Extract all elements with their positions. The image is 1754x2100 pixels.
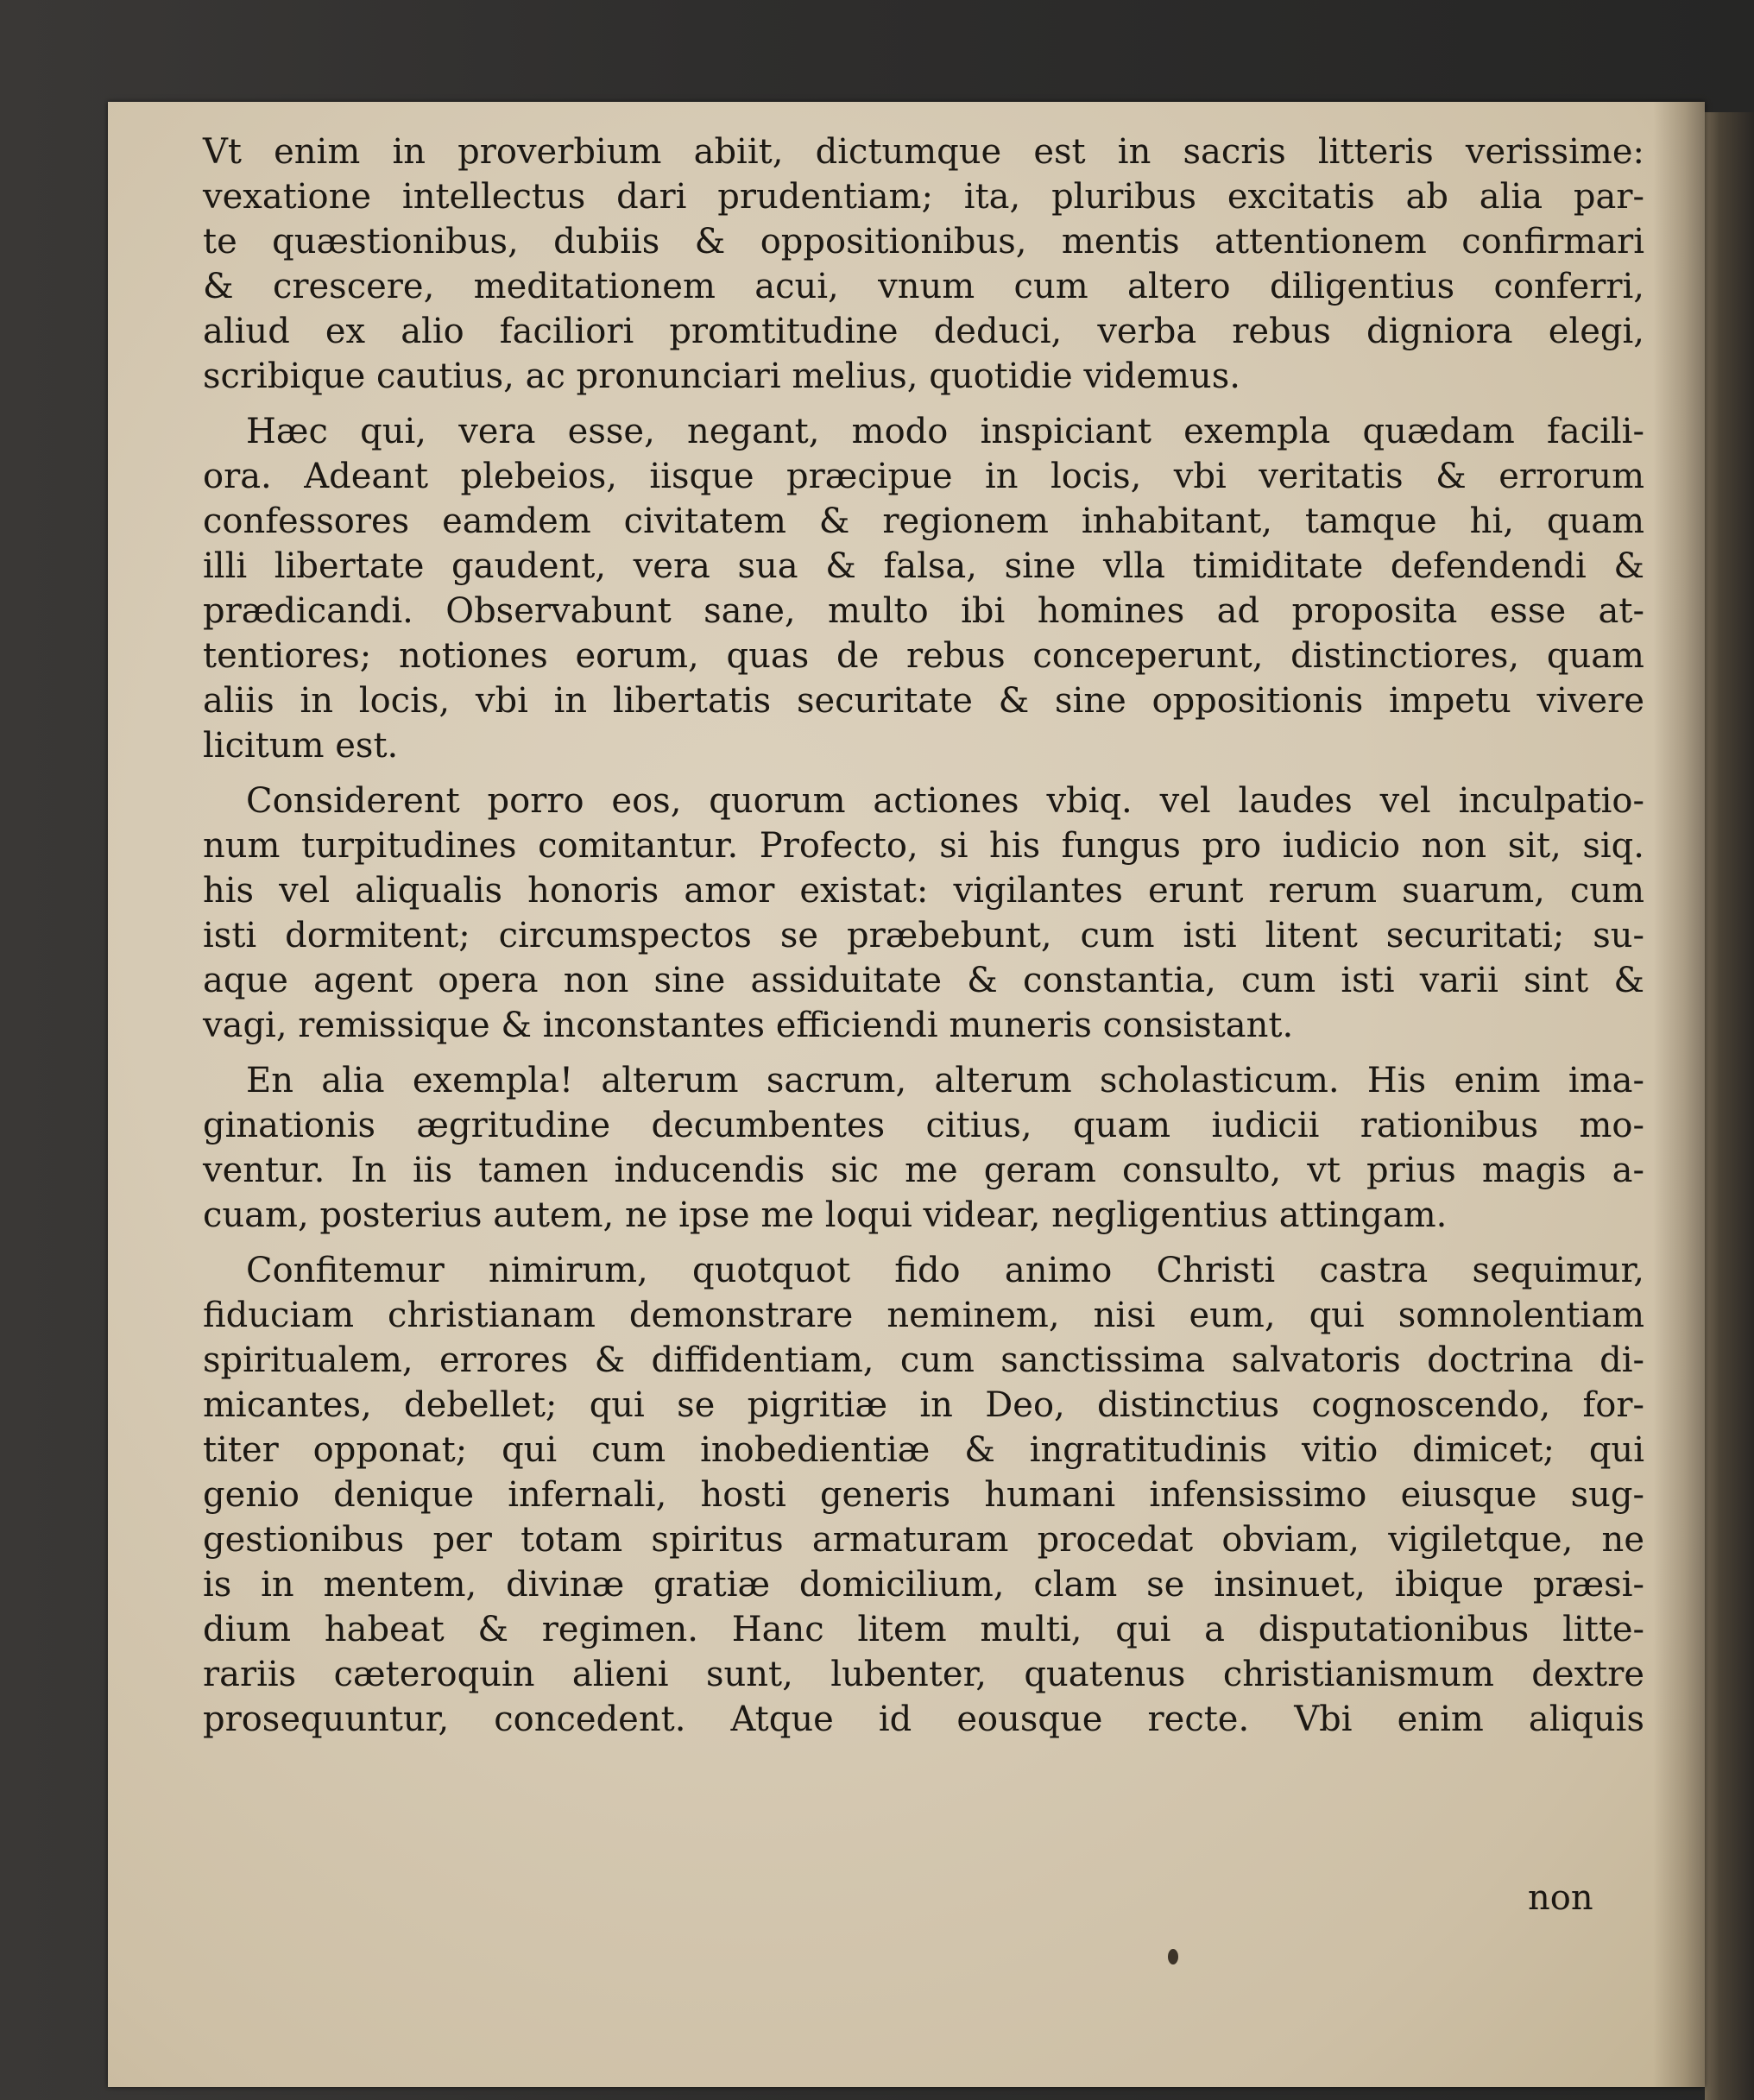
text-line: spiritualem, errores & diffidentiam, cum sanctissima salvatoris doctrina di- <box>203 1340 1644 1380</box>
text-line: cuam, posterius autem, ne ipse me loqui videar, negligentius attingam. <box>203 1195 1448 1235</box>
text-line: aliis in locis, vbi in libertatis securitate & sine oppositionis impetu vivere <box>203 681 1644 721</box>
text-line: ventur. In iis tamen inducendis sic me geram consulto, vt prius magis a- <box>203 1151 1644 1190</box>
text-line: Confitemur nimirum, quotquot fido animo Christi castra sequimur, <box>246 1251 1644 1290</box>
text-line: Considerent porro eos, quorum actiones vbiq. vel laudes vel inculpatio- <box>246 781 1644 821</box>
text-line: fiduciam christianam demonstrare neminem, nisi eum, qui somnolentiam <box>203 1296 1644 1335</box>
text-line: genio denique infernali, hosti generis humani infensissimo eiusque sug- <box>203 1475 1644 1515</box>
paragraph <box>203 1058 1644 1238</box>
text-line: aque agent opera non sine assiduitate & constantia, cum isti varii sint & <box>203 961 1644 1000</box>
text-line: licitum est. <box>203 726 399 766</box>
text-line: te quæstionibus, dubiis & oppositionibus, mentis attentionem confirmari <box>203 222 1644 262</box>
catchword: non <box>1528 1878 1593 1918</box>
text-line: prosequuntur, concedent. Atque id eousque recte. Vbi enim aliquis <box>203 1700 1644 1739</box>
book-spine <box>1705 112 1754 2100</box>
text-line: vexatione intellectus dari prudentiam; ita, pluribus excitatis ab alia par- <box>203 177 1644 217</box>
text-line: scribique cautius, ac pronunciari melius, quotidie videmus. <box>203 356 1240 396</box>
text-line: ora. Adeant plebeios, iisque præcipue in locis, vbi veritatis & errorum <box>203 457 1644 496</box>
text-line: dium habeat & regimen. Hanc litem multi, qui a disputationibus litte- <box>203 1610 1644 1649</box>
ink-spot <box>1168 1949 1178 1964</box>
text-line: isti dormitent; circumspectos se præbebunt, cum isti litent securitati; su- <box>203 916 1644 955</box>
paragraph <box>203 129 1644 399</box>
text-line: vagi, remissique & inconstantes efficiendi muneris consistant. <box>203 1006 1294 1045</box>
paragraph <box>203 1248 1644 1742</box>
text-line: titer opponat; qui cum inobedientiæ & ingratitudinis vitio dimicet; qui <box>203 1430 1644 1470</box>
paragraph <box>203 779 1644 1048</box>
text-line: tentiores; notiones eorum, quas de rebus conceperunt, distinctiores, quam <box>203 636 1644 676</box>
text-line: aliud ex alio faciliori promtitudine deduci, verba rebus digniora elegi, <box>203 312 1644 351</box>
text-line: is in mentem, divinæ gratiæ domicilium, clam se insinuet, ibique præsi- <box>203 1565 1644 1605</box>
text-line: Vt enim in proverbium abiit, dictumque est in sacris litteris verissime: <box>203 132 1644 172</box>
paragraph <box>203 409 1644 768</box>
text-line: ginationis ægritudine decumbentes citius, quam iudicii rationibus mo- <box>203 1106 1644 1145</box>
text-line: confessores eamdem civitatem & regionem inhabitant, tamque hi, quam <box>203 501 1644 541</box>
text-line: micantes, debellet; qui se pigritiæ in Deo, distinctius cognoscendo, for- <box>203 1385 1644 1425</box>
text-line: & crescere, meditationem acui, vnum cum altero diligentius conferri, <box>203 267 1644 306</box>
text-line: prædicandi. Observabunt sane, multo ibi homines ad proposita esse at- <box>203 591 1644 631</box>
text-line: his vel aliqualis honoris amor existat: vigilantes erunt rerum suarum, cum <box>203 871 1644 911</box>
text-line: En alia exempla! alterum sacrum, alterum scholasticum. His enim ima- <box>246 1061 1644 1100</box>
text-line: illi libertate gaudent, vera sua & falsa, sine vlla timiditate defendendi & <box>203 546 1644 586</box>
text-line: Hæc qui, vera esse, negant, modo inspiciant exempla quædam facili- <box>246 412 1644 451</box>
page-curl-shadow <box>1653 102 1705 2087</box>
text-line: gestionibus per totam spiritus armaturam procedat obviam, vigiletque, ne <box>203 1520 1644 1560</box>
page-body-text <box>203 129 1644 1752</box>
text-line: rariis cæteroquin alieni sunt, lubenter, quatenus christianismum dextre <box>203 1655 1644 1694</box>
text-line: num turpitudines comitantur. Profecto, si his fungus pro iudicio non sit, siq. <box>203 826 1644 866</box>
